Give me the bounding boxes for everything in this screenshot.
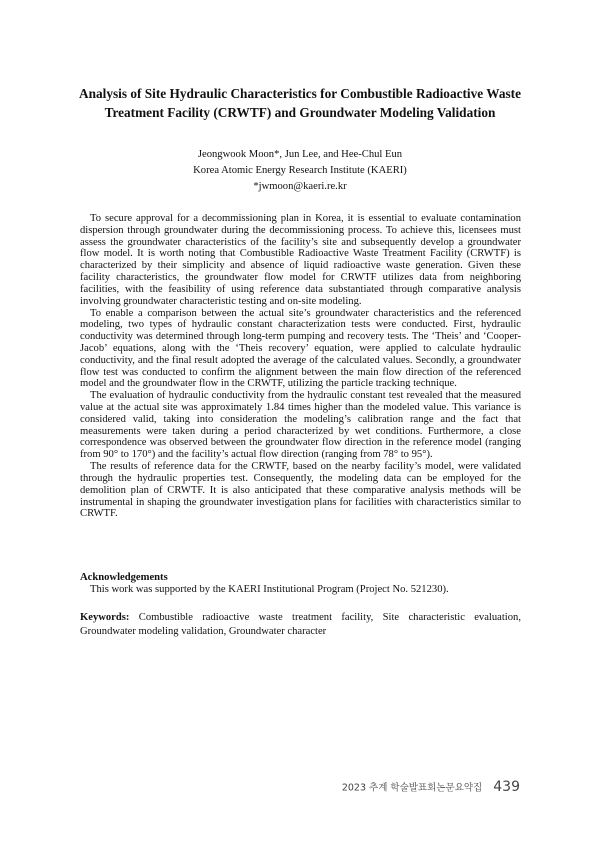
page-footer [342,776,520,795]
acknowledgements-text: This work was supported by the KAERI Institutional Program (Project No. 521230). [90,584,449,595]
affiliation: Korea Atomic Energy Research Institute (KAERI) [193,165,407,176]
acknowledgements-heading: Acknowledgements [80,572,168,583]
author-email: *jwmoon@kaeri.re.kr [253,181,347,192]
abstract-paragraph-3: The evaluation of hydraulic conductivity from the hydraulic constant test revealed that the measured value at the actual site was approximately 1.84 times higher than the modeled value. This variance is considered valid, taking into consideration the modeling’s calibration range and the fact that measurements were taken during a period characterized by wet conditions. Furthermore, a close correspondence was observed between the groundwater flow direction in the reference model (ranging from 90° to 170°) and the facility’s actual flow direction (ranging from 78° to 95°). [80,390,521,461]
abstract-paragraph-1: To secure approval for a decommissioning plan in Korea, it is essential to evaluate contamination dispersion through groundwater during the decommissioning process. To achieve this, licensees must assess the groundwater characteristics of the facility’s site and subsequently develop a groundwater flow model. It is worth noting that Combustible Radioactive Waste Treatment Facility (CRWTF) is characterized by their simplicity and absence of liquid radioactive waste generation. Given these facility characteristics, the groundwater flow model for CRWTF utilizes data from neighboring facilities, with the feasibility of using reference data substantiated through comparative analysis involving groundwater characteristic testing and on-site modeling. [80,213,521,307]
conference-name: 2023 추계 학술발표회논문요약집 [341,782,483,794]
abstract-paragraph-4: The results of reference data for the CRWTF, based on the nearby facility’s model, were validated through the hydraulic properties test. Consequently, the modeling data can be employed for the demolition plan of CRWTF. It is also anticipated that these comparative analysis methods will be instrumental in shaping the groundwater investigation plans for facilities with characteristics similar to CRWTF. [80,461,521,520]
keywords-label: Keywords: [80,612,130,623]
authors: Jeongwook Moon*, Jun Lee, and Hee-Chul Eun [197,149,403,160]
abstract-paragraph-2: To enable a comparison between the actual site’s groundwater characteristics and the referenced modeling, two types of hydraulic constant characterization tests were conducted. First, hydraulic conductivity was determined through long-term pumping and recovery tests. The ‘Theis’ and ‘Cooper-Jacob’ equations, along with the ‘Theis recovery’ equation, were applied to calculate hydraulic conductivity, and the final result adopted the average of the calculated values. Secondly, a groundwater flow test was conducted to confirm the alignment between the main flow direction of the referenced model and the groundwater flow in the CRWTF, utilizing the particle tracking technique. [80,307,521,390]
keywords-text: Combustible radioactive waste treatment facility, Site characteristic evaluation, Groundwater modeling validation, Groundwater character [80,612,521,637]
paper-title: Analysis of Site Hydraulic Characteristics for Combustible Radioactive Waste Treatment Facility (CRWTF) and Groundwater Modeling Validation [79,86,521,120]
keywords-section [80,611,521,638]
abstract-body [80,213,521,520]
page-number: 439 [493,778,520,795]
